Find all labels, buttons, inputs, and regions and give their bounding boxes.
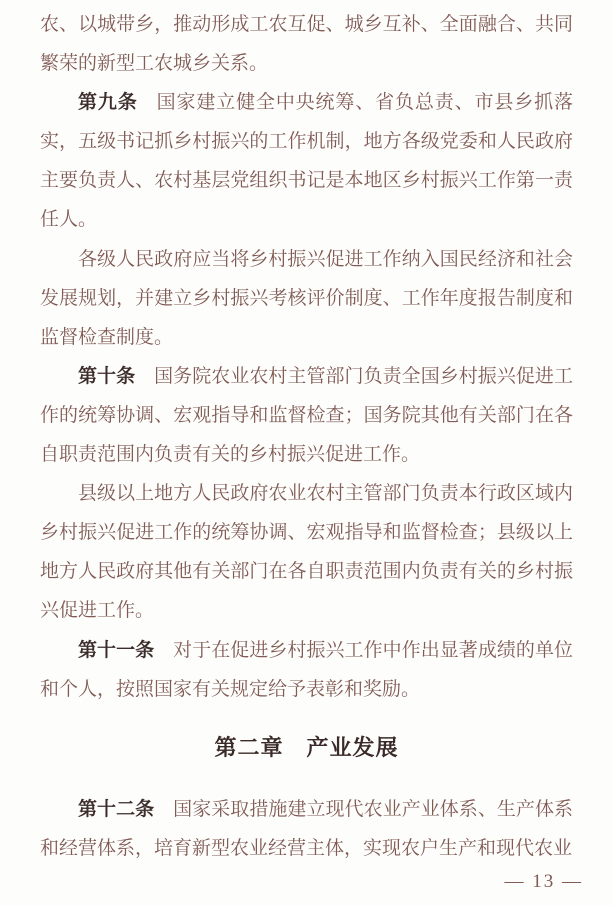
page-number: — 13 — [504, 871, 583, 892]
article-number: 第十二条 [78, 798, 155, 820]
article-number: 第十一条 [78, 639, 155, 661]
article-paragraph-9 [40, 83, 573, 239]
article-paragraph-11 [40, 631, 573, 709]
article-text: 对于在促进乡村振兴工作中作出显著成绩的单位和个人，按照国家有关规定给予表彰和奖励。 [40, 639, 573, 700]
article-paragraph-10 [40, 357, 573, 474]
body-paragraph: 各级人民政府应当将乡村振兴促进工作纳入国民经济和社会发展规划，并建立乡村振兴考核评价制度、工作年度报告制度和监督检查制度。 [40, 248, 573, 348]
body-paragraph: 县级以上地方人民政府农业农村主管部门负责本行政区域内乡村振兴促进工作的统筹协调、宏观指导和监督检查；县级以上地方人民政府其他有关部门在各自职责范围内负责有关的乡村振兴促进工作。 [40, 483, 573, 622]
paragraph-continuation: 农、以城带乡，推动形成工农互促、城乡互补、全面融合、共同繁荣的新型工农城乡关系。 [40, 14, 573, 75]
chapter-heading: 第二章 产业发展 [214, 734, 399, 760]
document-body [40, 5, 573, 868]
article-number: 第九条 [78, 92, 138, 114]
article-paragraph-12 [40, 790, 573, 868]
article-number: 第十条 [78, 365, 136, 387]
article-text: 国家建立健全中央统筹、省负总责、市县乡抓落实，五级书记抓乡村振兴的工作机制，地方各级党委和人民政府主要负责人、农村基层党组织书记是本地区乡村振兴工作第一责任人。 [40, 92, 573, 231]
article-text: 国务院农业农村主管部门负责全国乡村振兴促进工作的统筹协调、宏观指导和监督检查；国务院其他有关部门在各自职责范围内负责有关的乡村振兴促进工作。 [40, 365, 573, 466]
article-text: 国家采取措施建立现代农业产业体系、生产体系和经营体系，培育新型农业经营主体，实现农户生产和现代农业 [40, 798, 573, 859]
